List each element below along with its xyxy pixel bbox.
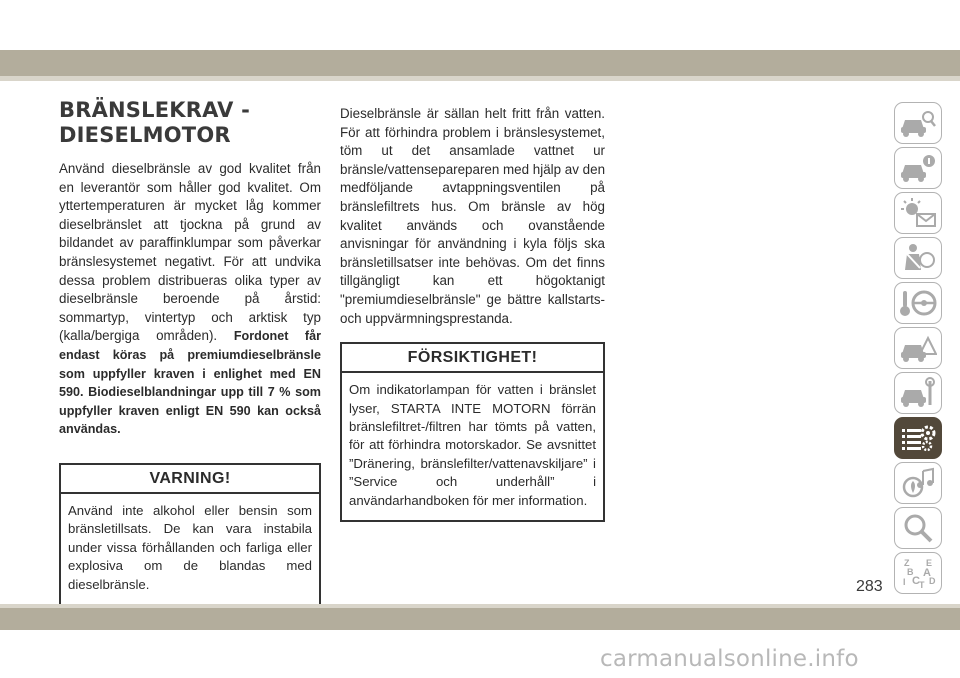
- top-band: [0, 50, 960, 76]
- index-letter: Z: [904, 558, 910, 568]
- tab-specs-gear[interactable]: [894, 417, 942, 459]
- car-wrench-icon: [899, 377, 937, 409]
- tab-seatbelt-airbag[interactable]: [894, 237, 942, 279]
- multimedia-icon: [899, 467, 937, 499]
- car-emergency-icon: [899, 332, 937, 364]
- top-band-light: [0, 76, 960, 81]
- bottom-band-light: [0, 604, 960, 608]
- intro-text: Använd dieselbränsle av god kvalitet från en leverantör som håller god kvalitet. Om yttertemperaturen är mycket låg kommer dieselbränslet att tjockna på grund av bildandet av paraffinklumpar som påverkar bränslesystemet negativt. För att undvika dessa problem distribueras olika typer av dieselbränsle beroende på årstid: sommartyp, vintertyp och arktisk typ (kalla/bergiga områden).: [59, 161, 321, 344]
- tab-car-emergency[interactable]: [894, 327, 942, 369]
- index-letter: A: [923, 567, 931, 579]
- car-search-icon: [899, 107, 937, 139]
- intro-paragraph: [59, 160, 321, 439]
- seatbelt-airbag-icon: [899, 242, 937, 274]
- warning-lights-icon: [899, 197, 937, 229]
- steering-key-icon: [899, 287, 937, 319]
- caution-text: Om indikatorlampan för vatten i bränslet lyser, STARTA INTE MOTORN förrän bränslefiltret-/filtren har tömts på vatten, för att förhindra motorskador. Se avsnittet ”Dränering, bränslefilter/vattenavskiljare” i ”Service och underhåll” i användarhandboken för mer information.: [349, 382, 596, 508]
- heading-line-1: BRÄNSLEKRAV -: [59, 98, 251, 122]
- page-number: 283: [856, 578, 883, 595]
- magnifier-icon: [899, 512, 937, 544]
- tab-multimedia[interactable]: [894, 462, 942, 504]
- intro-bold-text: Fordonet får endast köras på premiumdieselbränsle som uppfyller kraven i enlighet med EN 590. Biodieselblandningar upp till 7 % som uppfyller kraven enligt EN 590 kan också användas.: [59, 329, 321, 437]
- left-column: [59, 98, 321, 606]
- tab-magnifier[interactable]: [894, 507, 942, 549]
- tab-warning-lights[interactable]: [894, 192, 942, 234]
- chapter-tabs: [894, 102, 944, 597]
- right-column: [340, 105, 605, 522]
- index-letter: I: [903, 577, 906, 587]
- warning-title: VARNING!: [61, 465, 319, 494]
- heading-line-2: DIESELMOTOR: [59, 123, 231, 147]
- water-paragraph: Dieselbränsle är sällan helt fritt från vatten. För att förhindra problem i bränslesystemet, töm ut det ansamlade vattnet ur bränsle/vattenseparераren med hjälp av den medföljande avtappningsventilen på bränslefiltrets hus. Om bränsle av hög kvalitet används och ovanstående anvisningar för användning i kyla följs ska bränsletillsatser inte behövas. Om det finns tillgängligt kan ett högoktanigt "premiumdieselbränsle" ge bättre kallstarts- och uppvärmningsprestanda.: [340, 106, 606, 326]
- section-heading: [59, 98, 321, 148]
- caution-title: FÖRSIKTIGHET!: [342, 344, 603, 373]
- watermark: carmanualsonline.info: [600, 646, 859, 672]
- index-letter: B: [907, 567, 914, 577]
- index-letter: D: [929, 576, 936, 586]
- car-info-icon: [899, 152, 937, 184]
- tab-car-search[interactable]: [894, 102, 942, 144]
- warning-box: [59, 463, 321, 606]
- index-letter: T: [919, 580, 925, 589]
- index-letters-icon: [899, 557, 937, 589]
- tab-index[interactable]: [894, 552, 942, 594]
- tab-car-info[interactable]: [894, 147, 942, 189]
- tab-steering-key[interactable]: [894, 282, 942, 324]
- caution-box: [340, 342, 605, 522]
- index-letter: E: [926, 558, 933, 568]
- tab-car-wrench[interactable]: [894, 372, 942, 414]
- specs-gear-icon: [899, 422, 937, 454]
- index-letter: C: [912, 575, 920, 587]
- warning-text: Använd inte alkohol eller bensin som bränsletillsats. De kan vara instabila under vissa förhållanden och farliga eller explosiva om de blandas med dieselbränsle.: [68, 502, 312, 592]
